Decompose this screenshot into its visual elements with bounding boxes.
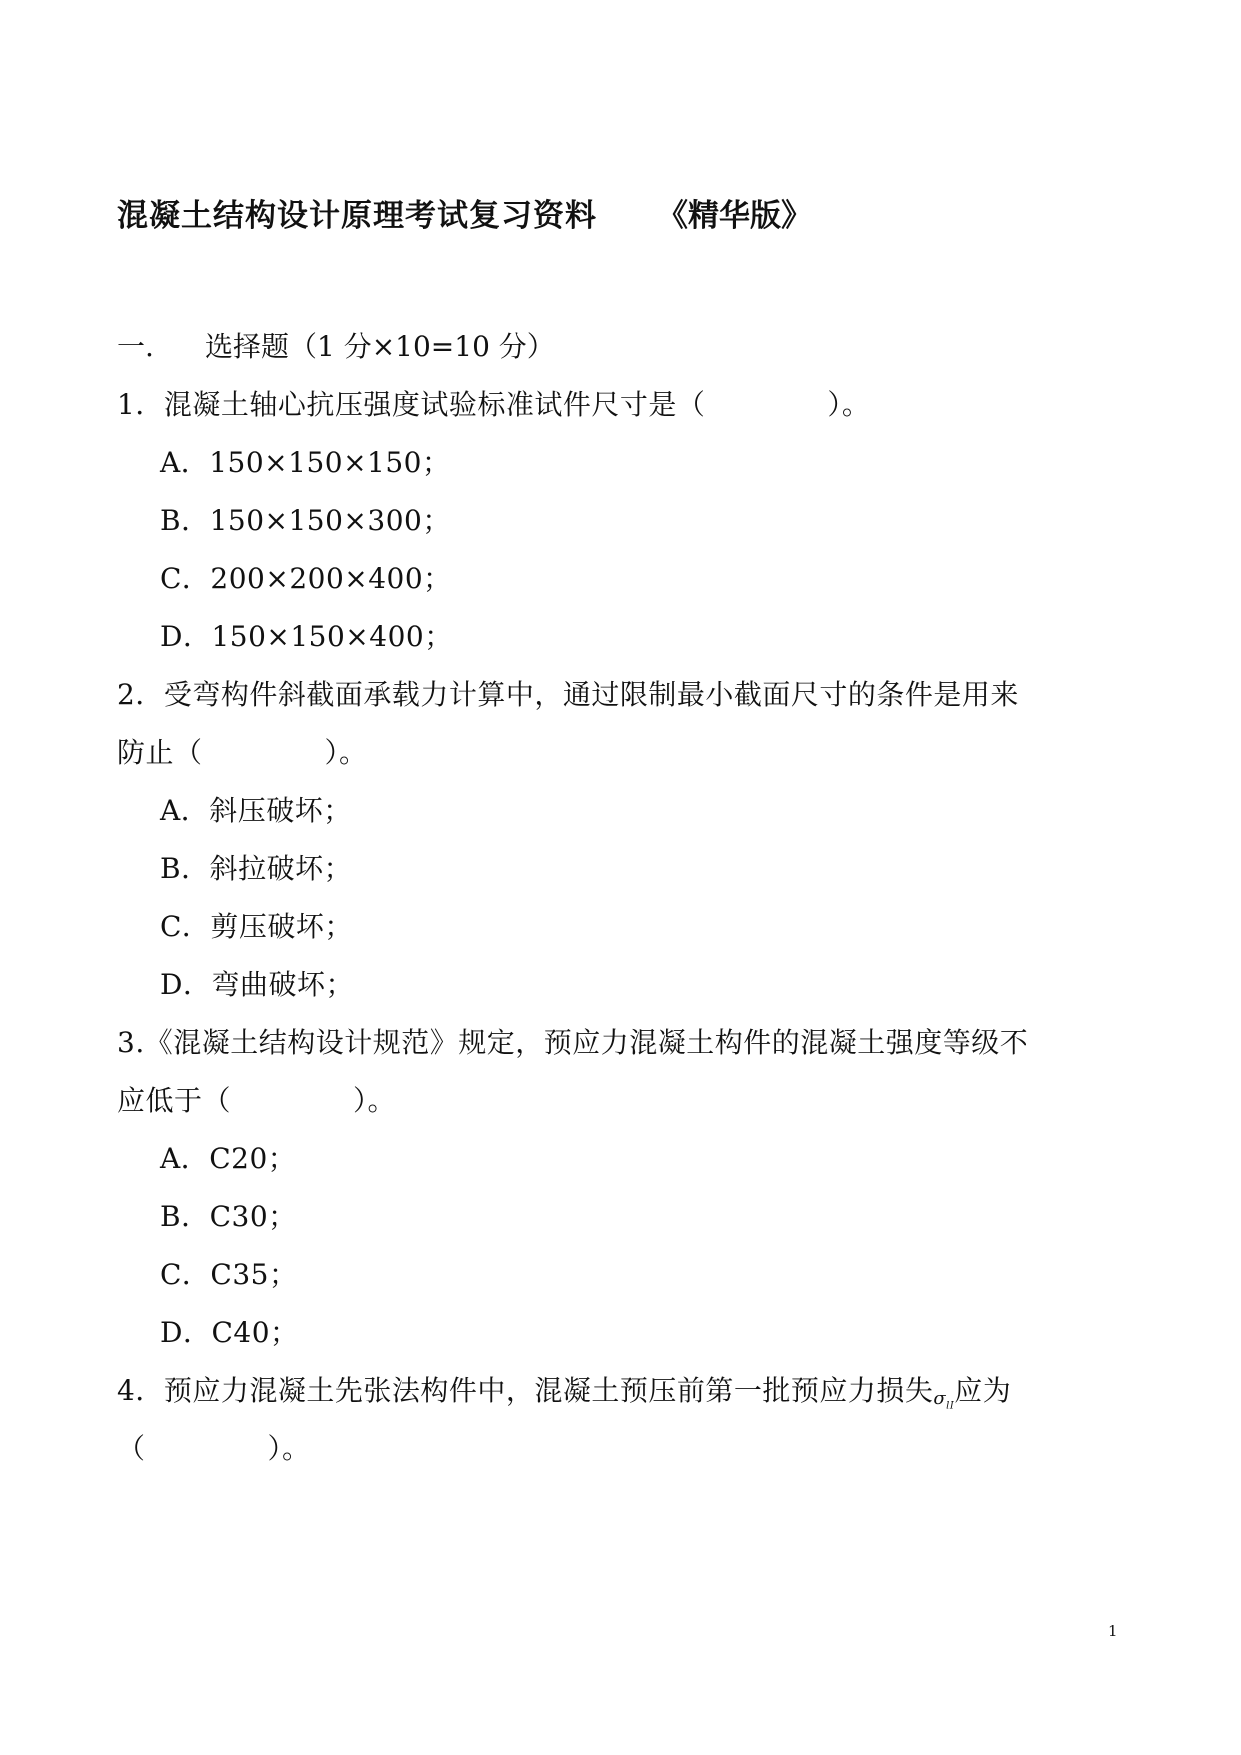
title-suffix: 《精华版》 bbox=[657, 198, 812, 234]
question-2-option-a: A．斜压破坏； bbox=[160, 794, 352, 827]
question-3-stem-line2 bbox=[117, 1079, 396, 1119]
prestress-loss-symbol bbox=[933, 1388, 955, 1412]
question-1-option-b: B．150×150×300； bbox=[160, 504, 451, 537]
question-1-close: ）。 bbox=[827, 388, 871, 421]
title-text: 混凝土结构设计原理考试复习资料 bbox=[117, 198, 597, 234]
question-3-option-c: C．C35； bbox=[160, 1258, 298, 1291]
question-1-option-c: C．200×200×400； bbox=[160, 562, 452, 595]
sigma-subscript: lI bbox=[946, 1400, 955, 1412]
question-2-close: ）。 bbox=[324, 736, 368, 769]
question-3-text: 应低于（ bbox=[117, 1084, 232, 1117]
question-4-stem-line2 bbox=[117, 1427, 311, 1467]
question-3-option-d: D．C40； bbox=[160, 1316, 299, 1349]
question-2-option-b: B．斜拉破坏； bbox=[160, 852, 353, 885]
question-1-option-d: D．150×150×400； bbox=[160, 620, 453, 653]
question-2-text: 防止（ bbox=[117, 736, 203, 769]
question-3-option-b: B．C30； bbox=[160, 1200, 297, 1233]
question-2-option-c: C．剪压破坏； bbox=[160, 910, 353, 943]
question-1-stem bbox=[117, 383, 870, 423]
section-heading bbox=[117, 325, 555, 365]
question-4-close: ）。 bbox=[267, 1432, 311, 1465]
sigma-symbol: σ bbox=[933, 1388, 947, 1409]
question-2-stem-line1: 2．受弯构件斜截面承载力计算中，通过限制最小截面尺寸的条件是用来 bbox=[117, 678, 1019, 711]
question-2-option-d: D．弯曲破坏； bbox=[160, 968, 354, 1001]
document-title bbox=[117, 190, 812, 235]
section-number: 一. bbox=[117, 330, 154, 363]
question-3-option-a: A．C20； bbox=[160, 1142, 297, 1175]
question-2-stem-line2 bbox=[117, 731, 368, 771]
section-label: 选择题（1 分×10=10 分） bbox=[205, 330, 555, 363]
question-4-text: 4．预应力混凝土先张法构件中，混凝土预压前第一批预应力损失 bbox=[117, 1374, 934, 1407]
question-3-close: ）。 bbox=[353, 1084, 397, 1117]
page-number: 1 bbox=[1108, 1622, 1118, 1640]
question-1-text: 1．混凝土轴心抗压强度试验标准试件尺寸是（ bbox=[117, 388, 706, 421]
question-4-open: （ bbox=[117, 1432, 146, 1465]
question-4-text-end: 应为 bbox=[954, 1374, 1012, 1407]
question-4-stem-line1 bbox=[117, 1369, 1011, 1412]
question-3-stem-line1: 3.《混凝土结构设计规范》规定，预应力混凝土构件的混凝土强度等级不 bbox=[117, 1026, 1029, 1059]
question-1-option-a: A．150×150×150； bbox=[160, 446, 451, 479]
